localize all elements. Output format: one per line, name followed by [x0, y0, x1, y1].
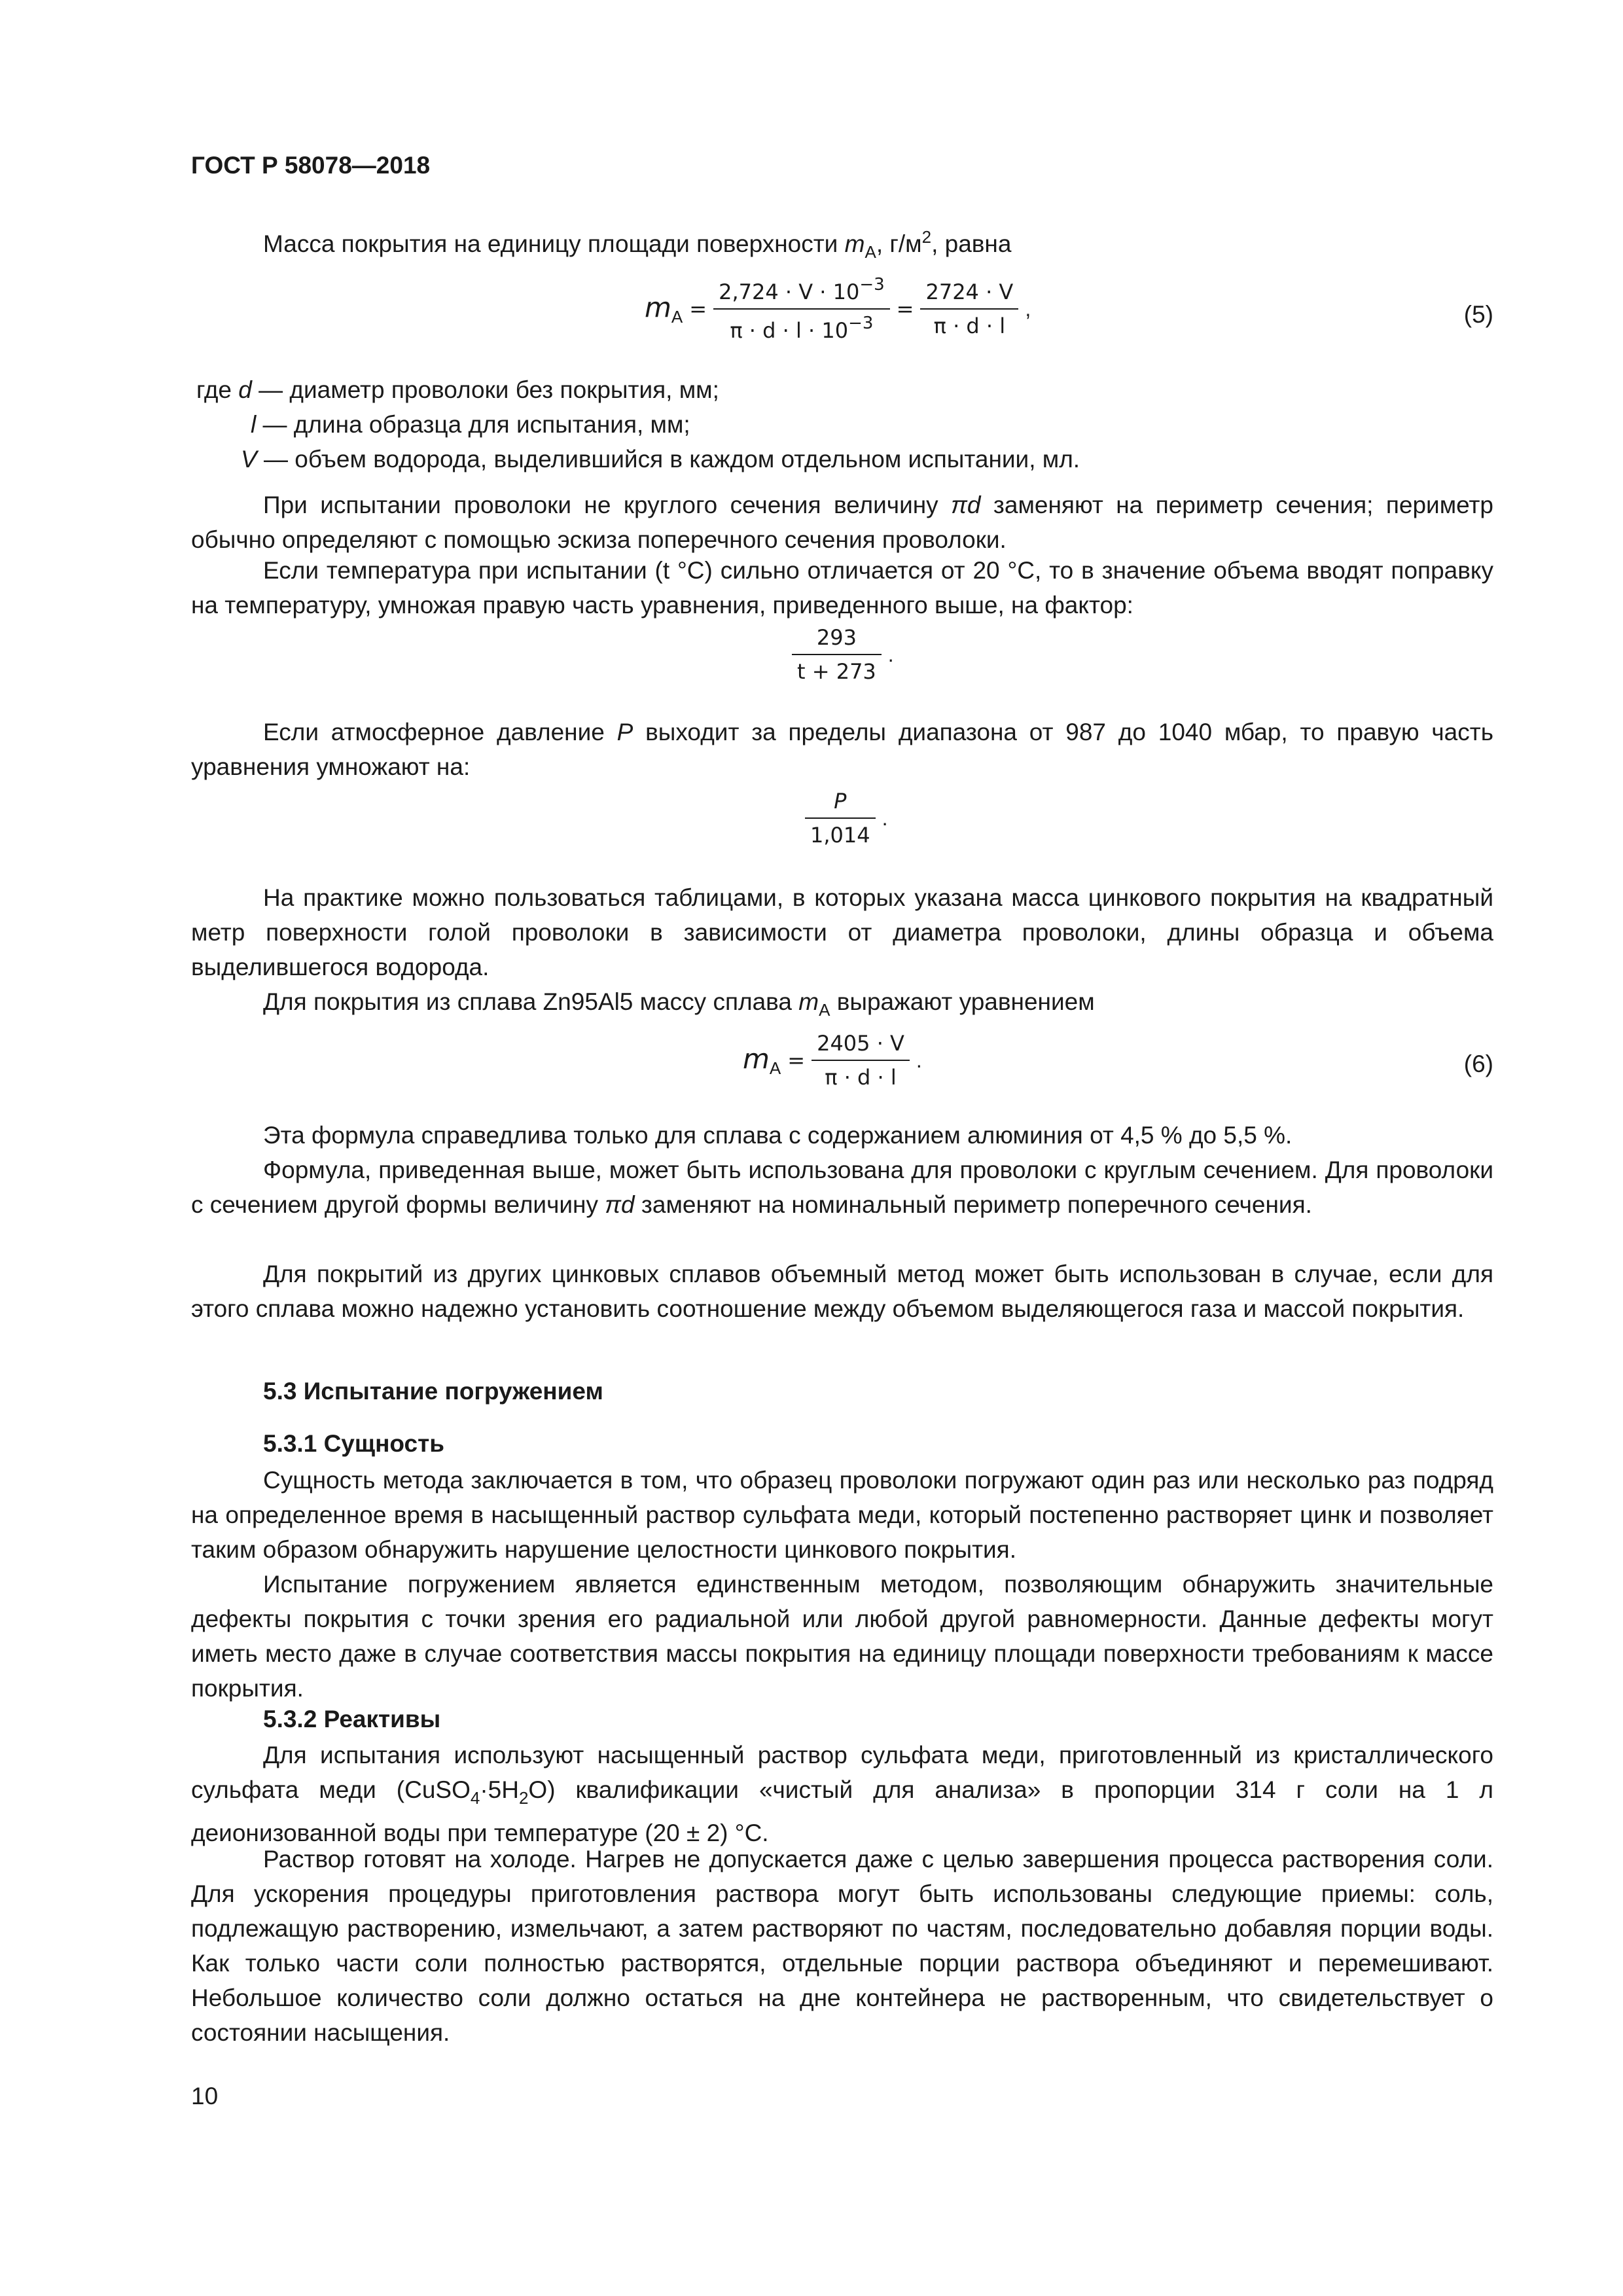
intro-text: Масса покрытия на единицу площади поверхности: [263, 230, 838, 257]
pressure-fraction: [805, 789, 876, 848]
definition-prefix: где: [196, 376, 239, 403]
definition-l-text: — длина образца для испытания, мм;: [256, 411, 690, 438]
paragraph-immersion-test: Испытание погружением является единственным методом, позволяющим обнаружить значительные дефекты покрытия с точки зрения его радиальной или любой другой равномерности. Данные дефекты могут иметь место даже в случае соответствия массы покрытия на единицу площади поверхности требованиям к массе покрытия.: [191, 1571, 1493, 1702]
p11-text-c: O) квалификации «чистый для анализа» в пропорции 314 г соли на 1 л деионизованной воды при температуре (20 ± 2) °С.: [191, 1776, 1493, 1846]
eq5-f2-den: π · d · l: [933, 314, 1006, 338]
eq6-num: 2405 · V: [812, 1031, 910, 1061]
p3-pressure-symbol: P: [616, 719, 633, 745]
p5-text-b: выражают уравнением: [830, 988, 1095, 1015]
document-header: ГОСТ Р 58078—2018: [191, 152, 431, 179]
temperature-factor-den: t + 273: [797, 659, 876, 684]
p3-text-b: выходит за пределы диапазона от 987 до 1040 мбар, то правую часть уравнения умножают на:: [191, 719, 1493, 780]
pressure-factor-num: P: [805, 789, 876, 819]
eq5-fraction-1: [713, 275, 890, 343]
section-heading-5-3-2: 5.3.2 Реактивы: [263, 1706, 441, 1732]
paragraph-formula-validity: Эта формула справедлива только для сплава с содержанием алюминия от 4,5 % до 5,5 %.: [263, 1122, 1293, 1149]
p7-text-a: Формула, приведенная выше, может быть использована для проволоки с круглым сечением. Для проволоки с сечением другой формы величину: [191, 1157, 1493, 1218]
p11-sub-4: 4: [470, 1788, 480, 1808]
definition-d-text: — диаметр проволоки без покрытия, мм;: [251, 376, 719, 403]
p11-text-a: Для испытания используют насыщенный раствор сульфата меди, приготовленный из кристаллического сульфата меди (CuSO: [191, 1742, 1493, 1803]
paragraph-method-essence: Сущность метода заключается в том, что образец проволоки погружают один раз или несколько раз подряд на определенное время в насыщенный раствор сульфата меди, который постепенно растворяет цинк и позволяет таким образом обнаружить нарушение целостности цинкового покрытия.: [191, 1467, 1493, 1563]
p1-text-a: При испытании проволоки не круглого сечения величину: [263, 492, 952, 518]
paragraph-pressure: [191, 715, 1493, 784]
p5-text-a: Для покрытия из сплава Zn95Al5 массу сплава: [263, 988, 799, 1015]
intro-var: m: [844, 230, 865, 257]
paragraph-other-alloys: Для покрытий из других цинковых сплавов объемный метод может быть использован в случае, если для этого сплава можно надежно установить соотношение между объемом выделяющегося газа и массой покрытия.: [191, 1261, 1493, 1322]
intro-unit-sup: 2: [921, 227, 932, 247]
eq6-lhs-sub: A: [769, 1058, 781, 1078]
temperature-fraction: [792, 625, 882, 684]
paragraph-noncircular: [191, 488, 1493, 557]
definition-V-text: — объем водорода, выделившийся в каждом отдельном испытании, мл.: [257, 446, 1080, 473]
p11-text-b: ·5H: [480, 1776, 519, 1803]
equation-5-number: (5): [1463, 301, 1493, 328]
p7-text-b: заменяют на номинальный периметр поперечного сечения.: [634, 1191, 1312, 1218]
paragraph-circular-section: [191, 1153, 1493, 1222]
p5-var: m: [798, 988, 819, 1015]
intro-paragraph: [191, 220, 1493, 270]
eq5-f1-den-sup: −3: [848, 314, 874, 333]
eq5-f1-num: 2,724 · V · 10: [719, 279, 860, 304]
intro-var-sub: A: [865, 242, 876, 262]
eq5-lhs-sub: A: [671, 306, 683, 327]
definition-d: [196, 376, 719, 404]
equation-5: $m_A$ = $\frac{2,724 \cdot V \cdot 10^{-3}}{\pi \cdot d \cdot l \cdot 10^{-3}}$ = $\frac{2724 \cdot V}{\pi \cdot d \cdot l}$ ,: [645, 275, 1031, 343]
p5-var-sub: A: [819, 1000, 830, 1020]
paragraph-reagents: [191, 1738, 1493, 1850]
p1-text-b: заменяют на периметр сечения; периметр обычно определяют с помощью эскиза поперечного сечения проволоки.: [191, 492, 1494, 553]
paragraph-temperature: Если температура при испытании (t °C) сильно отличается от 20 °C, то в значение объема вводят поправку на температуру, умножая правую часть уравнения, приведенного выше, на фактор:: [191, 557, 1493, 619]
eq6-fraction: [812, 1031, 910, 1090]
eq5-fraction-2: [920, 279, 1018, 338]
pressure-factor-den: 1,014: [810, 823, 870, 848]
definition-l: [251, 411, 690, 439]
paragraph-alloy: [191, 984, 1493, 1028]
page-number: 10: [191, 2083, 219, 2109]
eq5-f1-num-sup: −3: [859, 275, 885, 295]
p11-sub-2: 2: [518, 1788, 529, 1808]
section-heading-5-3-1: 5.3.1 Сущность: [263, 1430, 444, 1457]
section-heading-5-3: 5.3 Испытание погружением: [263, 1378, 603, 1405]
p3-text-a: Если атмосферное давление: [263, 719, 617, 745]
equation-6: $m_A$ = $\frac{2405 \cdot V}{\pi \cdot d \cdot l}$ .: [743, 1031, 922, 1090]
equation-6-number: (6): [1463, 1050, 1493, 1077]
intro-unit: , г/м: [876, 230, 922, 257]
temperature-factor: $\frac{293}{t + 273}$ .: [792, 625, 894, 684]
definition-l-symbol: l: [251, 411, 257, 438]
eq6-lhs: m: [743, 1042, 770, 1075]
paragraph-solution-preparation: Раствор готовят на холоде. Нагрев не допускается даже с целью завершения процесса растворения соли. Для ускорения процедуры приготовления раствора могут быть использованы следующие приемы: соль, подлежащую растворению, измельчают, а затем растворяют по частям, последовательно добавляя порции воды. Как только части соли полностью растворятся, отдельные порции раствора объединяют и перемешивают. Небольшое количество соли должно остаться на дне контейнера не растворенным, что свидетельствует о состоянии насыщения.: [191, 1846, 1493, 2046]
eq6-den: π · d · l: [825, 1065, 897, 1090]
definition-V: [241, 446, 1080, 473]
definition-d-symbol: d: [238, 376, 252, 403]
p7-pi-d: πd: [605, 1191, 635, 1218]
eq5-lhs: m: [645, 291, 671, 323]
definition-V-symbol: V: [241, 446, 257, 473]
p1-pi-d: πd: [951, 492, 981, 518]
temperature-factor-num: 293: [792, 625, 882, 655]
eq5-f2-num: 2724 · V: [920, 279, 1018, 310]
intro-tail: , равна: [931, 230, 1012, 257]
paragraph-tables: На практике можно пользоваться таблицами, в которых указана масса цинкового покрытия на квадратный метр поверхности голой проволоки в зависимости от диаметра проволоки, длины образца и объема выделившегося водорода.: [191, 884, 1493, 980]
pressure-factor: $\frac{P}{1,014}$ .: [805, 789, 888, 848]
eq5-f1-den: π · d · l · 10: [730, 318, 849, 343]
